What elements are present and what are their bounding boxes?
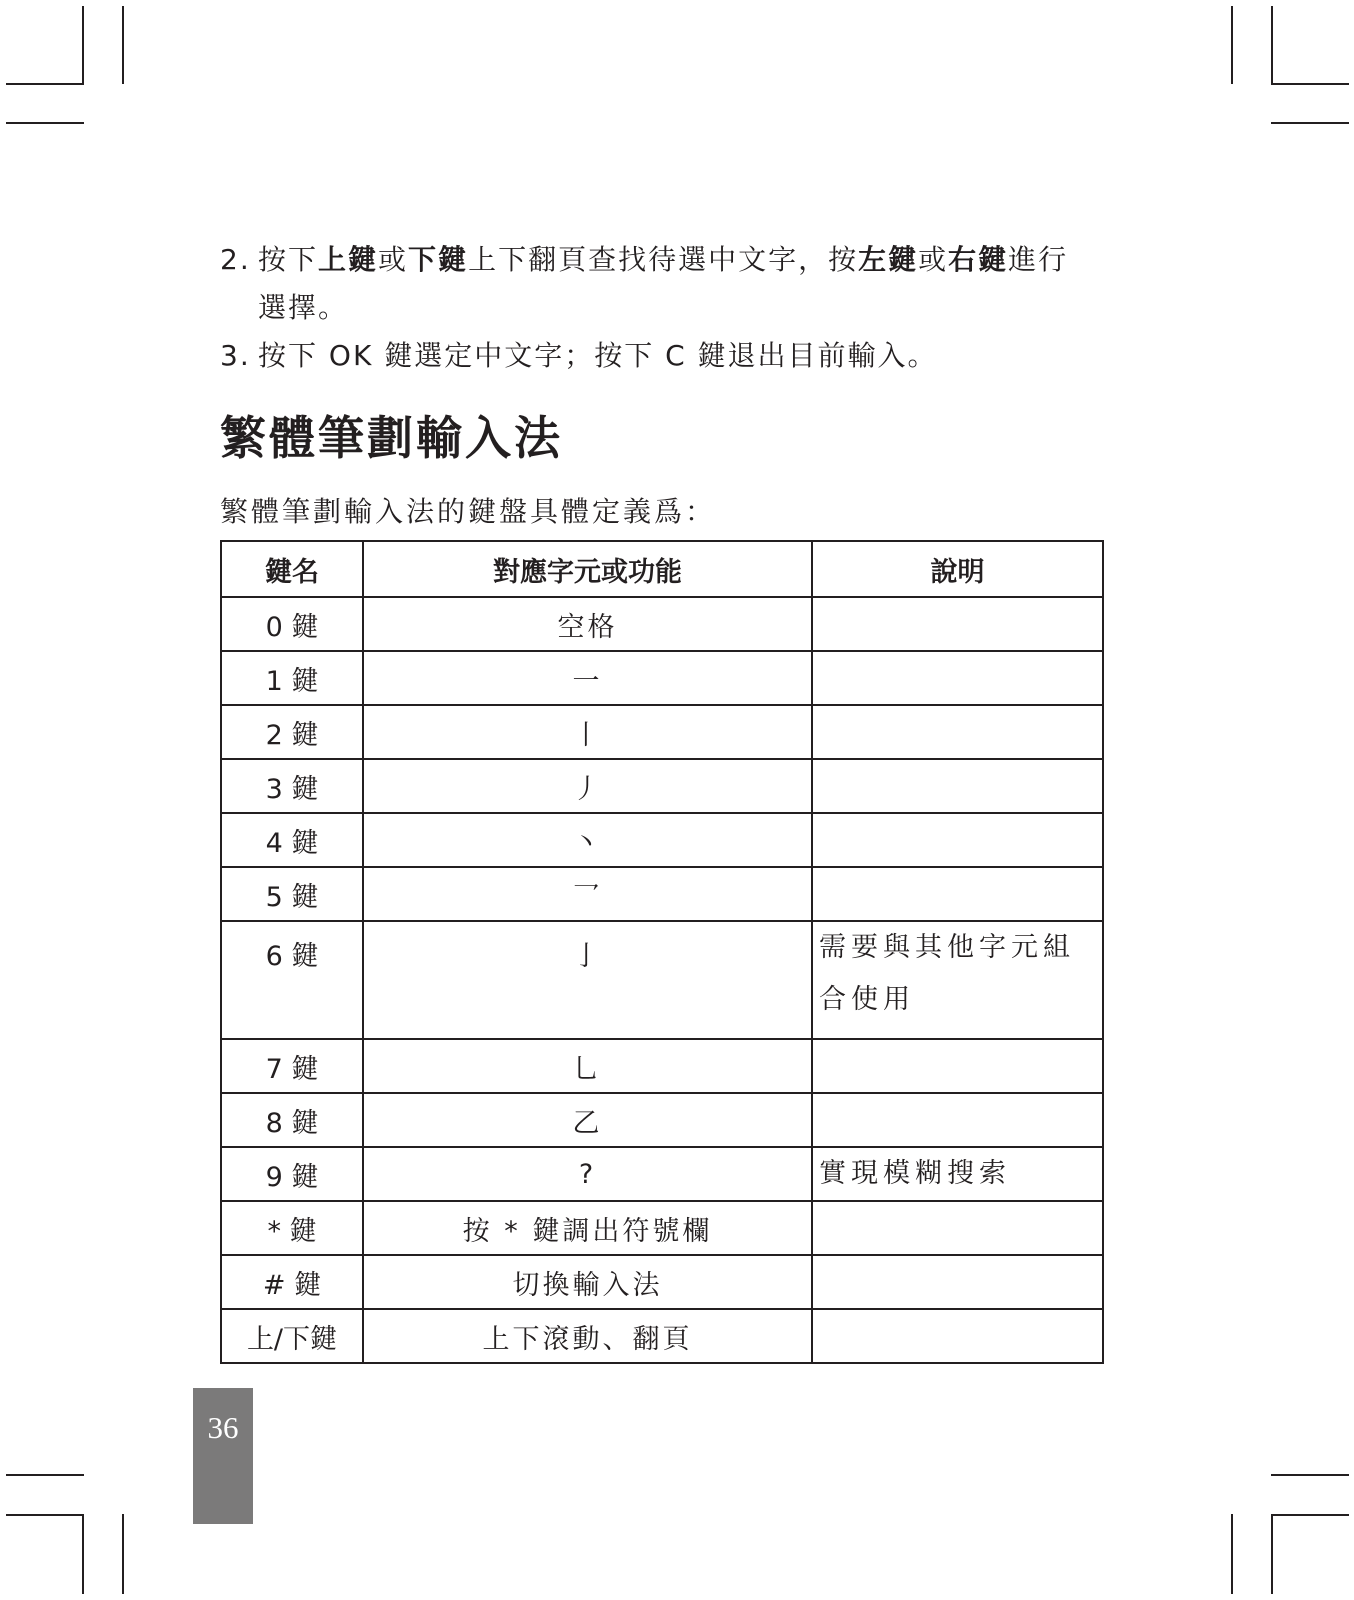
function-cell: 上下滾動、翻頁 [363,1309,812,1363]
note-cell [812,1093,1103,1147]
key-cell: 0 鍵 [221,597,363,651]
note-cell [812,705,1103,759]
step-3 [220,332,1100,380]
step-number: 2. [220,243,251,276]
crop-mark [1231,6,1233,84]
table-header-row [221,541,1103,597]
crop-mark [1271,122,1349,124]
note-cell [812,1039,1103,1093]
function-cell: 亅 [363,921,812,1039]
intro-text: 繁體筆劃輸入法的鍵盤具體定義爲： [220,495,717,528]
column-header-key: 鍵名 [221,541,363,597]
table-row [221,1093,1103,1147]
step-text-part: 或 [378,243,409,276]
step-text: 按下 OK 鍵選定中文字；按下 C 鍵退出目前輸入。 [258,339,938,372]
table-row [221,705,1103,759]
key-cell: 5 鍵 [221,867,363,921]
crop-mark [6,83,84,85]
step-text-part: 上下翻頁查找待選中文字，按 [468,243,859,276]
key-definition-table [220,540,1104,1364]
note-cell [812,867,1103,921]
note-cell [812,597,1103,651]
table-row [221,1147,1103,1201]
function-cell: 乚 [363,1039,812,1093]
key-cell: 8 鍵 [221,1093,363,1147]
table-row [221,1309,1103,1363]
function-cell: 丿 [363,759,812,813]
note-cell: 需要與其他字元組合使用 [812,921,1103,1039]
function-cell: 按 * 鍵調出符號欄 [363,1201,812,1255]
table-row [221,813,1103,867]
crop-mark [82,6,84,84]
page-number: 36 [207,1410,239,1445]
table-row [221,1201,1103,1255]
note-cell [812,651,1103,705]
key-cell: * 鍵 [221,1201,363,1255]
crop-mark [1271,1514,1349,1516]
crop-mark [6,122,84,124]
key-name-left: 左鍵 [858,243,919,276]
function-cell: 切換輸入法 [363,1255,812,1309]
crop-mark [82,1514,84,1594]
step-2 [220,236,1100,332]
function-cell: 丶 [363,813,812,867]
crop-mark [1271,6,1273,84]
note-cell [812,759,1103,813]
table-row [221,651,1103,705]
table-row [221,867,1103,921]
key-cell: # 鍵 [221,1255,363,1309]
note-cell [812,1255,1103,1309]
key-cell: 4 鍵 [221,813,363,867]
key-name-down: 下鍵 [408,243,469,276]
note-cell [812,1201,1103,1255]
function-cell: 丨 [363,705,812,759]
crop-mark [6,1474,84,1476]
crop-mark [1271,1474,1349,1476]
column-header-function: 對應字元或功能 [363,541,812,597]
table-row [221,921,1103,1039]
column-header-note: 說明 [812,541,1103,597]
step-text-part: 按下 [258,243,319,276]
step-text-part: 或 [918,243,949,276]
key-cell: 上/下鍵 [221,1309,363,1363]
function-cell: 空格 [363,597,812,651]
table-row [221,1255,1103,1309]
function-cell: 一 [363,651,812,705]
key-name-right: 右鍵 [948,243,1009,276]
crop-mark [6,1514,84,1516]
crop-mark [1271,83,1349,85]
step-text [258,243,1068,276]
page-number-tab [193,1388,253,1524]
key-cell: 1 鍵 [221,651,363,705]
step-number: 3. [220,339,251,372]
table-row [221,1039,1103,1093]
key-name-up: 上鍵 [318,243,379,276]
function-cell: 乛 [363,867,812,921]
crop-mark [122,6,124,84]
note-cell [812,1309,1103,1363]
section-title: 繁體筆劃輸入法 [220,411,563,465]
key-cell: 3 鍵 [221,759,363,813]
step-text-part: 進行 [1008,243,1069,276]
key-cell: 9 鍵 [221,1147,363,1201]
table-row [221,597,1103,651]
crop-mark [1271,1514,1273,1594]
key-cell: 6 鍵 [221,921,363,1039]
key-cell: 7 鍵 [221,1039,363,1093]
note-cell [812,813,1103,867]
table-row [221,759,1103,813]
function-cell: ? [363,1147,812,1201]
crop-mark [1231,1514,1233,1594]
function-cell: 乙 [363,1093,812,1147]
instruction-list [220,236,1100,380]
note-cell: 實現模糊搜索 [812,1147,1103,1201]
key-cell: 2 鍵 [221,705,363,759]
crop-mark [122,1514,124,1594]
step-text-continuation: 選擇。 [258,291,349,324]
